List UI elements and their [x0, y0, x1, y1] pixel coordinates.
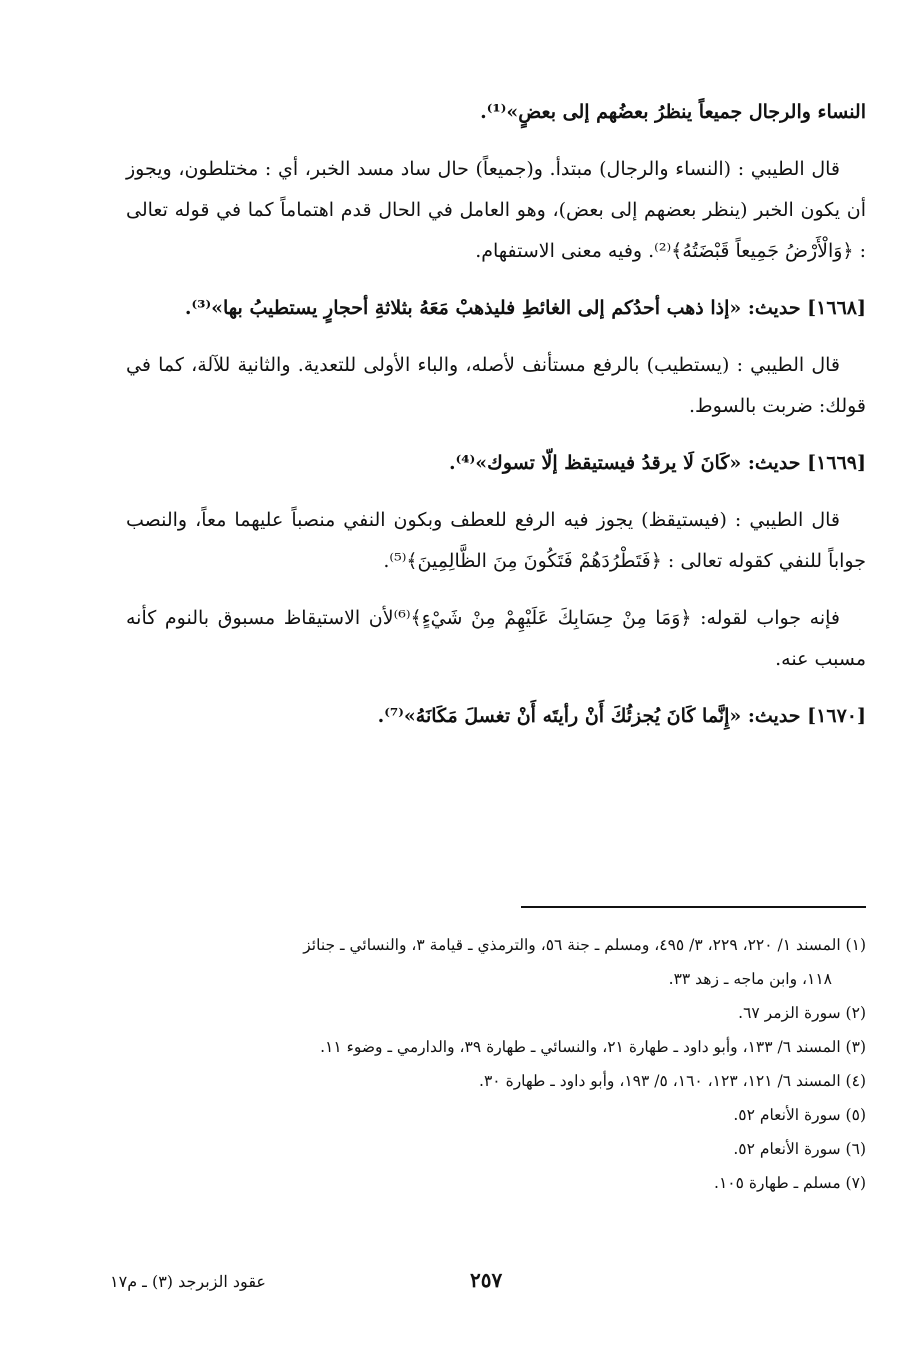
- book-title: عقود الزبرجد (٣) ـ م١٧: [110, 1272, 266, 1291]
- paragraph-hadith-1668: [١٦٦٨] حديث: «إذا ذهب أحدُكم إلى الغائطِ فليذهبْ مَعَهُ بثلاثةِ أحجارٍ يستطيبُ بها»⁽³⁾.: [184, 297, 866, 319]
- page-number: ٢٥٧: [470, 1268, 503, 1292]
- footnote-4: (٤) المسند ٦/ ١٢١، ١٢٣، ١٦٠، ٥/ ١٩٣، وأبو داود ـ طهارة ٣٠.: [479, 1072, 866, 1090]
- footnote-5: (٥) سورة الأنعام ٥٢.: [733, 1106, 866, 1124]
- paragraph-hadith-1669: [١٦٦٩] حديث: «كَانَ لَا يرقدُ فيستيقظ إلّا تسوك»⁽⁴⁾.: [449, 452, 866, 474]
- footnote-1-continuation: ١١٨، وابن ماجه ـ زهد ٣٣.: [668, 970, 832, 988]
- paragraph-commentary: فإنه جواب لقوله: ﴿وَمَا مِنْ حِسَابِكَ عَلَيْهِمْ مِنْ شَيْءٍ﴾⁽⁶⁾لأن الاستيقاظ مسبوق بالنوم كأنه مسبب عنه.: [126, 607, 866, 670]
- paragraph-commentary: قال الطيبي : (فيستيقظ) يجوز فيه الرفع للعطف وبكون النفي منصباً عليهما معاً، والنصب جواباً للنفي كقوله تعالى : ﴿فَتَطْرُدَهُمْ فَتَكُونَ مِنَ الظَّالِمِينَ﴾⁽⁵⁾.: [126, 509, 866, 572]
- paragraph-hadith-continuation: النساء والرجال جميعاً ينظرُ بعضُهم إلى بعضٍ»⁽¹⁾.: [480, 101, 866, 123]
- main-text: [126, 92, 866, 753]
- footnote-2: (٢) سورة الزمر ٦٧.: [738, 1004, 866, 1022]
- paragraph-hadith-1670: [١٦٧٠] حديث: «إِنَّما كَانَ يُجزئُكَ أَنْ رأيتَه أَنْ تغسلَ مَكَانَهُ»⁽⁷⁾.: [377, 705, 866, 727]
- paragraph-commentary: قال الطيبي : (النساء والرجال) مبتدأ. و(جميعاً) حال ساد مسد الخبر، أي : مختلطون، ويجوز أن يكون الخبر (ينظر بعضهم إلى بعض)، وهو العامل في الحال قدم اهتماماً كما في قوله تعالى : ﴿وَالْأَرْضُ جَمِيعاً قَبْضَتُهُ﴾⁽²⁾. وفيه معنى الاستفهام.: [126, 158, 866, 262]
- footnote-7: (٧) مسلم ـ طهارة ١٠٥.: [714, 1174, 866, 1192]
- page-footer: [0, 1268, 918, 1304]
- footnote-1: (١) المسند ١/ ٢٢٠، ٢٢٩، ٣/ ٤٩٥، ومسلم ـ جنة ٥٦، والترمذي ـ قيامة ٣، والنسائي ـ جنائز: [303, 936, 866, 954]
- paragraph-commentary: قال الطيبي : (يستطيب) بالرفع مستأنف لأصله، والباء الأولى للتعدية. والثانية للآلة، كما في قولك: ضربت بالسوط.: [126, 354, 866, 417]
- footnote-3: (٣) المسند ٦/ ١٣٣، وأبو داود ـ طهارة ٢١، والنسائي ـ طهارة ٣٩، والدارمي ـ وضوء ١١.: [320, 1038, 866, 1056]
- footnote-divider: [521, 906, 866, 908]
- footnote-6: (٦) سورة الأنعام ٥٢.: [733, 1140, 866, 1158]
- footnotes: [126, 928, 866, 1200]
